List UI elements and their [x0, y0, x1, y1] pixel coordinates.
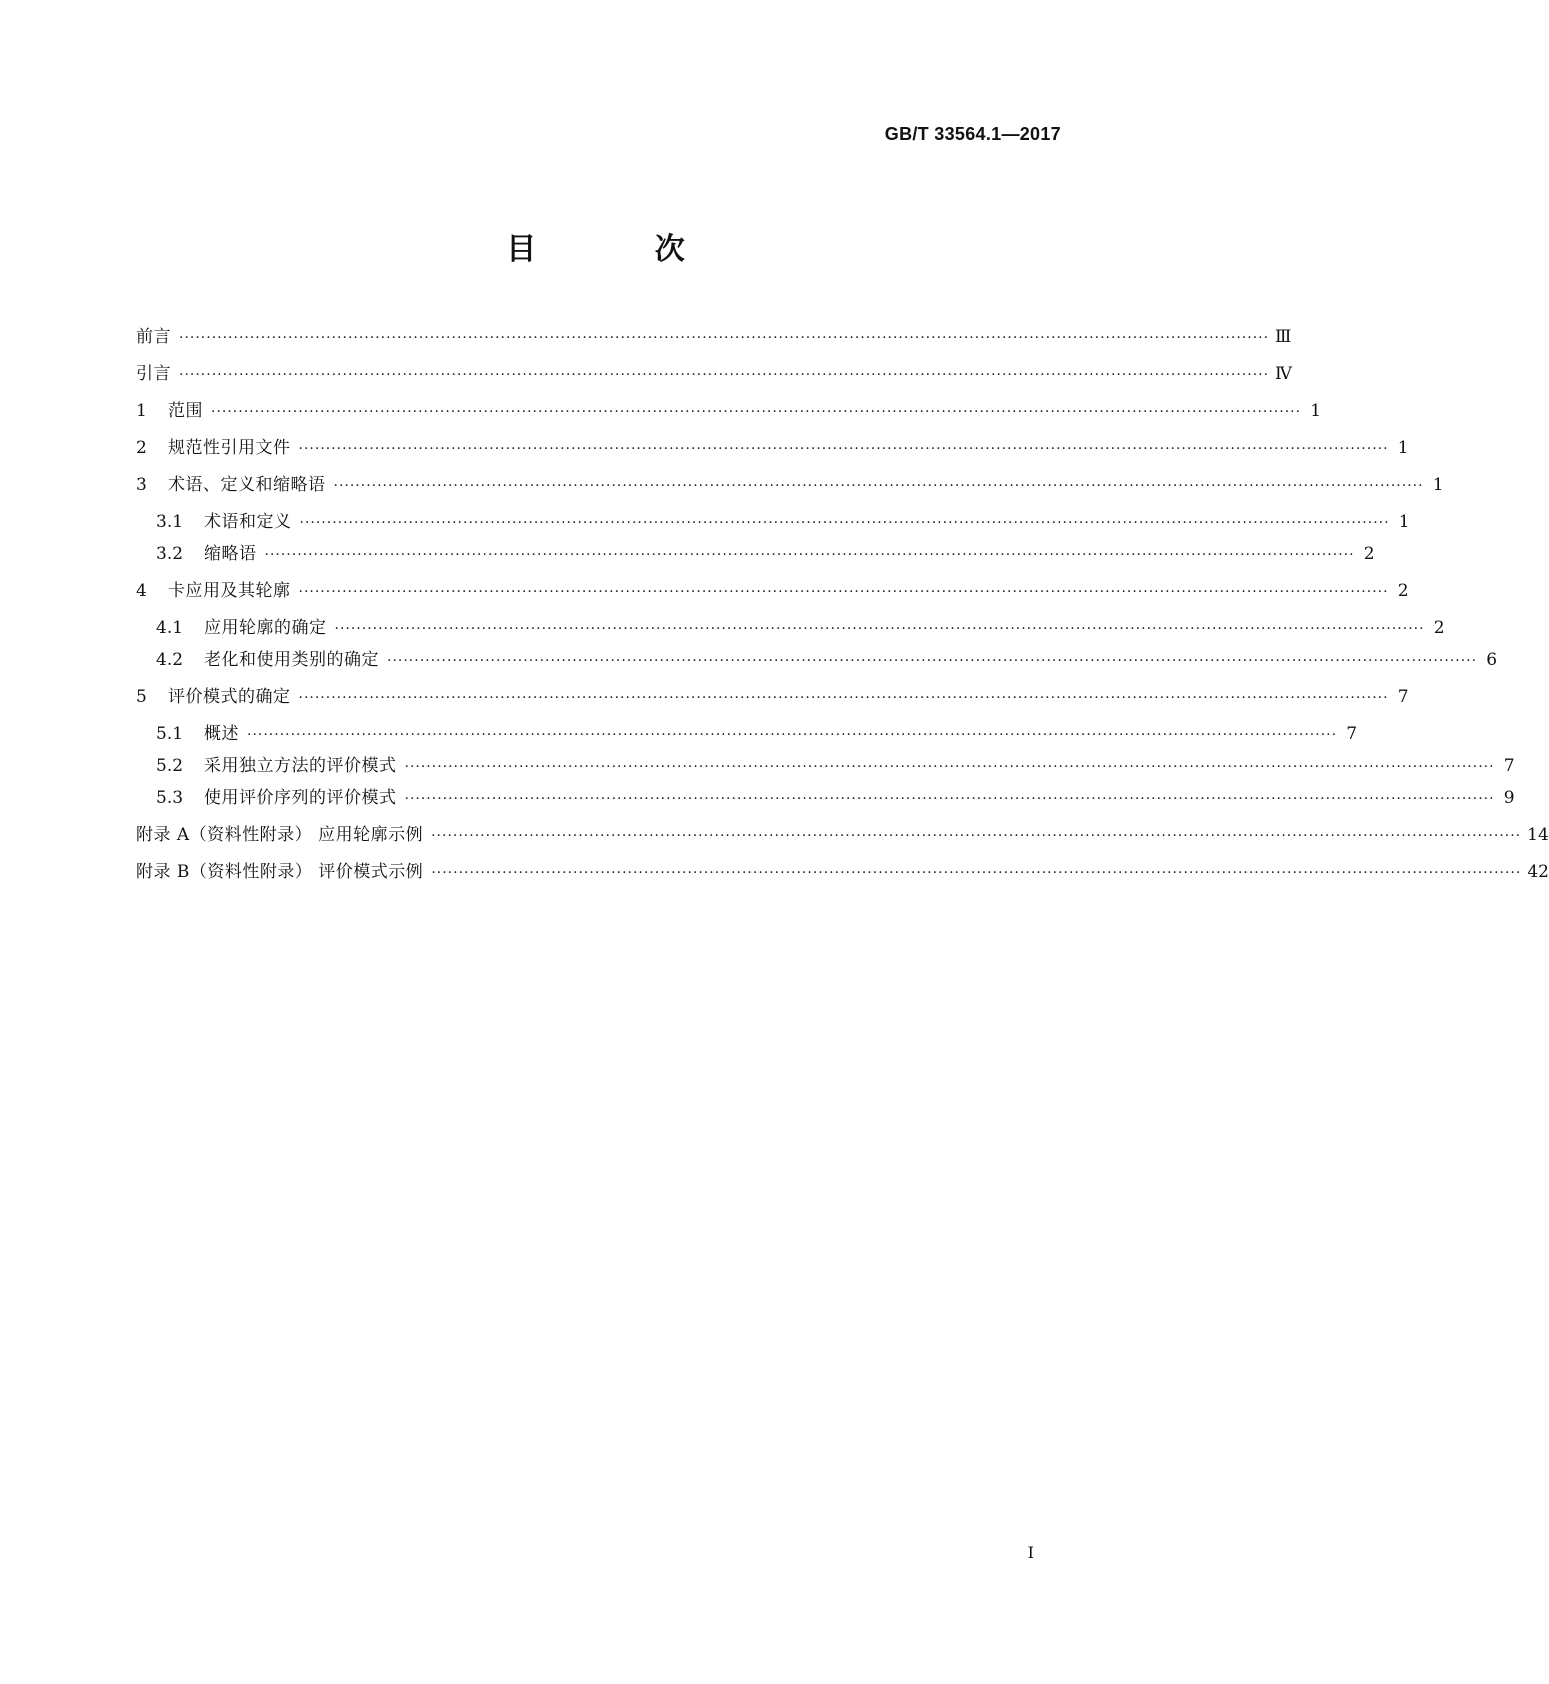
- toc-entry-label: 附录 B（资料性附录） 评价模式示例: [136, 862, 424, 882]
- page-number: Ⅰ: [1027, 1543, 1034, 1562]
- dot-leader: ········································································································································································································: [387, 653, 1478, 669]
- toc-entry-page: 7: [1346, 724, 1358, 744]
- toc-entry-number: 5.3: [156, 788, 184, 808]
- toc-entry-2[interactable]: [136, 436, 1409, 473]
- toc-entry-number: 3.2: [156, 544, 184, 564]
- toc-entry-page: 2: [1397, 581, 1409, 601]
- dot-leader: ········································································································································································································: [431, 828, 1522, 844]
- toc-entry-3-1[interactable]: [136, 510, 1410, 542]
- toc-entry-page: 2: [1433, 618, 1445, 638]
- toc-entry-4-1[interactable]: [136, 616, 1445, 648]
- toc-entry-5-1[interactable]: [136, 722, 1358, 754]
- toc-entry-label: 概述: [204, 724, 239, 744]
- dot-leader: ········································································································································································································: [404, 791, 1495, 807]
- toc-entry-number: 1: [136, 401, 147, 421]
- toc-entry-page: 14: [1527, 825, 1549, 845]
- dot-leader: ········································································································································································································: [298, 584, 1389, 600]
- dot-leader: ········································································································································································································: [211, 404, 1302, 420]
- toc-entry-page: 7: [1397, 687, 1409, 707]
- toc-entry-number: 5.1: [156, 724, 184, 744]
- toc-entry-4[interactable]: [136, 579, 1409, 616]
- toc-entry-page: Ⅳ: [1275, 364, 1293, 384]
- toc-entry-number: 3.1: [156, 512, 184, 532]
- toc-entry-page: 1: [1398, 512, 1410, 532]
- table-of-contents: [136, 325, 1549, 897]
- dot-leader: ········································································································································································································: [298, 441, 1389, 457]
- standard-code: GB/T 33564.1—2017: [884, 124, 1061, 144]
- toc-entry-page: 42: [1527, 862, 1549, 882]
- dot-leader: ········································································································································································································: [334, 621, 1425, 637]
- toc-entry-label: 采用独立方法的评价模式: [204, 756, 397, 776]
- toc-entry-label: 术语和定义: [204, 512, 292, 532]
- toc-entry-foreword[interactable]: [136, 325, 1292, 362]
- toc-entry-label: 术语、定义和缩略语: [168, 475, 326, 495]
- toc-entry-5-2[interactable]: [136, 754, 1515, 786]
- toc-entry-3[interactable]: [136, 473, 1444, 510]
- dot-leader: ········································································································································································································: [431, 865, 1522, 881]
- toc-entry-page: 9: [1503, 788, 1515, 808]
- toc-entry-5[interactable]: [136, 685, 1409, 722]
- toc-entry-number: 4: [136, 581, 147, 601]
- dot-leader: ········································································································································································································: [298, 690, 1389, 706]
- toc-entry-number: 5.2: [156, 756, 184, 776]
- toc-entry-annex-a[interactable]: [136, 823, 1549, 860]
- toc-entry-annex-b[interactable]: [136, 860, 1549, 897]
- toc-entry-page: 1: [1310, 401, 1322, 421]
- toc-entry-page: 7: [1503, 756, 1515, 776]
- toc-entry-4-2[interactable]: [136, 648, 1498, 685]
- toc-entry-label: 规范性引用文件: [168, 438, 291, 458]
- toc-entry-number: 5: [136, 687, 147, 707]
- toc-entry-1[interactable]: [136, 399, 1322, 436]
- toc-entry-label: 缩略语: [204, 544, 257, 564]
- toc-title: 目 次: [506, 232, 739, 267]
- dot-leader: ········································································································································································································: [247, 727, 1338, 743]
- dot-leader: ········································································································································································································: [179, 330, 1270, 346]
- dot-leader: ········································································································································································································: [179, 367, 1270, 383]
- toc-entry-label: 应用轮廓的确定: [204, 618, 327, 638]
- toc-entry-page: 1: [1397, 438, 1409, 458]
- toc-entry-label: 老化和使用类别的确定: [204, 650, 379, 670]
- toc-entry-label: 附录 A（资料性附录） 应用轮廓示例: [136, 825, 424, 845]
- dot-leader: ········································································································································································································: [333, 478, 1424, 494]
- toc-entry-label: 前言: [136, 327, 171, 347]
- dot-leader: ········································································································································································································: [404, 759, 1495, 775]
- toc-entry-page: 2: [1363, 544, 1375, 564]
- toc-entry-label: 引言: [136, 364, 171, 384]
- toc-entry-label: 卡应用及其轮廓: [168, 581, 291, 601]
- toc-entry-number: 4.1: [156, 618, 184, 638]
- toc-entry-3-2[interactable]: [136, 542, 1375, 579]
- toc-entry-label: 范围: [168, 401, 203, 421]
- toc-entry-number: 3: [136, 475, 147, 495]
- toc-entry-label: 使用评价序列的评价模式: [204, 788, 397, 808]
- toc-entry-introduction[interactable]: [136, 362, 1293, 399]
- dot-leader: ········································································································································································································: [299, 515, 1390, 531]
- toc-entry-page: Ⅲ: [1275, 327, 1292, 347]
- toc-entry-page: 6: [1486, 650, 1498, 670]
- toc-entry-5-3[interactable]: [136, 786, 1515, 823]
- toc-entry-page: 1: [1432, 475, 1444, 495]
- dot-leader: ········································································································································································································: [264, 547, 1355, 563]
- toc-entry-number: 2: [136, 438, 147, 458]
- toc-entry-number: 4.2: [156, 650, 184, 670]
- toc-entry-label: 评价模式的确定: [168, 687, 291, 707]
